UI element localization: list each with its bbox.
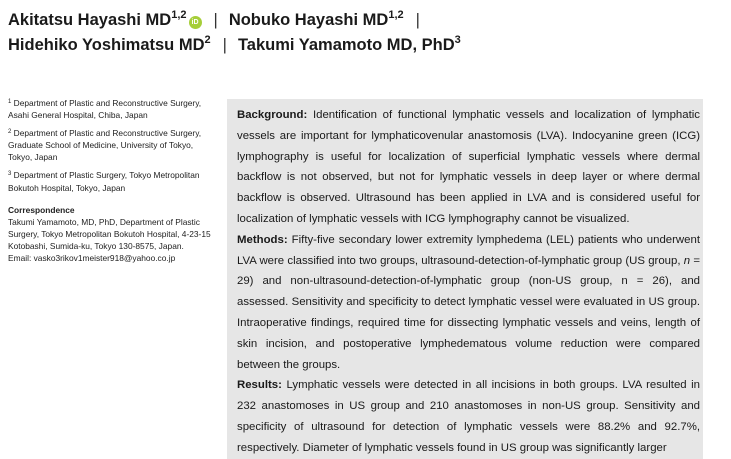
correspondence-email[interactable]: Email: vasko3rikov1meister918@yahoo.co.jp bbox=[8, 253, 176, 264]
abstract-background bbox=[237, 105, 700, 230]
affiliation-item bbox=[8, 169, 218, 193]
affiliation-text: Department of Plastic and Reconstructive Surgery, Graduate School of Medicine, University of Tokyo, Tokyo, Japan bbox=[8, 128, 202, 163]
author-separator: | bbox=[415, 11, 420, 29]
methods-text-2: = 29) and non-ultrasound-detection-of-lymphatic group (non-US group, n = 26), and assessed. Sensitivity and specificity to detect lymphatic vessel were evaluated in US group. Intraoperative findings, required time for dissecting lymphatic vessels and veins, length of skin incision, and postoperative lymphedematous volume reduction were compared between the groups. bbox=[237, 254, 700, 371]
author-affiliation-sup: 3 bbox=[454, 34, 461, 46]
abstract-box bbox=[227, 99, 703, 459]
author-name[interactable]: Hidehiko Yoshimatsu MD bbox=[8, 36, 205, 54]
affiliation-item bbox=[8, 97, 218, 121]
affiliation-text: Department of Plastic Surgery, Tokyo Metropolitan Bokutoh Hospital, Tokyo, Japan bbox=[8, 170, 200, 193]
author-separator: | bbox=[222, 36, 227, 54]
author-line-1 bbox=[8, 8, 723, 33]
correspondence-heading: Correspondence bbox=[8, 204, 75, 215]
affiliation-number: 3 bbox=[8, 171, 12, 178]
author-list bbox=[8, 8, 723, 58]
results-text: Lymphatic vessels were detected in all incisions in both groups. LVA resulted in 232 anastomoses in US group and 210 anastomoses in non-US group. Sensitivity and specificity of ultrasound for detection of lymphatic vessels were 88.2% and 92.7%, respectively. Diameter of lymphatic vessels found in US group was significantly larger bbox=[237, 379, 700, 454]
orcid-icon[interactable]: iD bbox=[189, 16, 202, 29]
author-line-2 bbox=[8, 33, 723, 58]
author-affiliation-sup: 1,2 bbox=[388, 9, 404, 21]
methods-n-italic: n bbox=[683, 254, 691, 267]
author-name[interactable]: Akitatsu Hayashi MD bbox=[8, 11, 172, 29]
background-heading: Background: bbox=[237, 109, 308, 121]
abstract-results bbox=[237, 375, 700, 458]
affiliation-number: 2 bbox=[8, 129, 12, 136]
affiliation-text: Department of Plastic and Reconstructive Surgery, Asahi General Hospital, Chiba, Japan bbox=[8, 98, 202, 121]
background-text: Identification of functional lymphatic vessels and localization of lymphatic vessels are important for lymphaticovenular anastomosis (LVA). Indocyanine green (ICG) lymphography is useful for localization of superficial lymphatic vessels where dermal backflow is not observed, but not for lymphatic vessels in deep layer or where dermal backflow is observed. Ultrasound has been applied in LVA and is considered useful for localization of lymphatic vessels with ICG lymphography cannot be visualized. bbox=[237, 109, 700, 225]
abstract-methods bbox=[237, 230, 700, 376]
article-sidebar bbox=[8, 97, 218, 264]
affiliation-number: 1 bbox=[8, 99, 12, 105]
author-name[interactable]: Nobuko Hayashi MD bbox=[228, 11, 389, 29]
methods-heading: Methods: bbox=[237, 233, 288, 246]
author-name[interactable]: Takumi Yamamoto MD, PhD bbox=[237, 36, 455, 54]
author-affiliation-sup: 1,2 bbox=[171, 9, 187, 21]
affiliation-item bbox=[8, 127, 218, 163]
author-affiliation-sup: 2 bbox=[204, 34, 211, 46]
methods-text-1: Fifty-five secondary lower extremity lymphedema (LEL) patients who underwent LVA were classified into two groups, ultrasound-detection-of-lymphatic group (US group, bbox=[237, 233, 700, 267]
author-separator: | bbox=[213, 11, 218, 29]
correspondence-address: Takumi Yamamoto, MD, PhD, Department of Plastic Surgery, Tokyo Metropolitan Bokutoh Hospital, 4-23-15 Kotobashi, Sumida-ku, Tokyo 130-8575, Japan. bbox=[8, 216, 211, 251]
results-heading: Results: bbox=[237, 379, 282, 392]
